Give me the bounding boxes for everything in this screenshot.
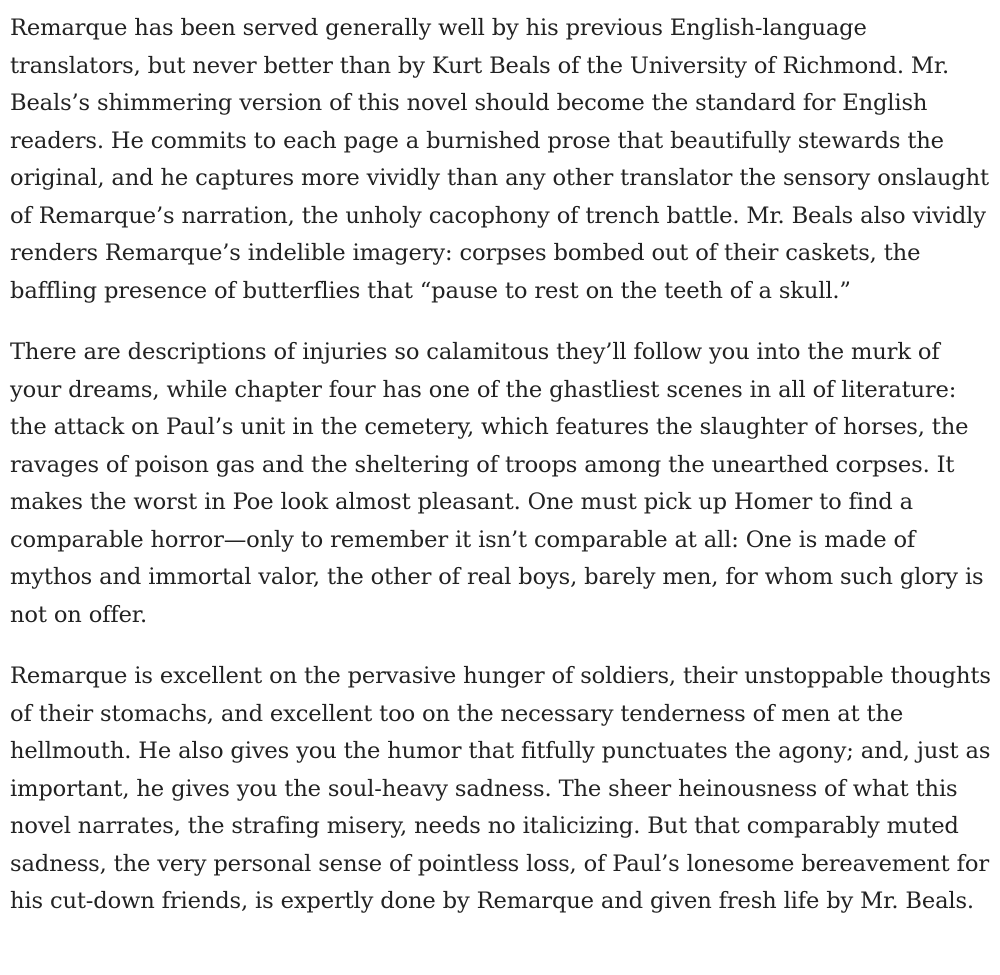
paragraph-horror-descriptions: There are descriptions of injuries so calamitous they’ll follow you into the murk of your dreams, while chapter four has one of the ghastliest scenes in all of literature: the attack on Paul’s unit in the cemetery, which features the slaughter of horses, the ravages of poison gas and the sheltering of troops among the unearthed corpses. It makes the worst in Poe look almost pleasant. One must pick up Homer to find a comparable horror—only to remember it isn’t comparable at all: One is made of mythos and immortal valor, the other of real boys, barely men, for whom such glory is not on offer. (10, 339, 984, 628)
paragraph-translation-praise: Remarque has been served generally well by his previous English-language translators, but never better than by Kurt Beals of the University of Richmond. Mr. Beals’s shimmering version of this novel should become the standard for English readers. He commits to each page a burnished prose that beautifully stewards the original, and he captures more vividly than any other translator the sensory onslaught of Remarque’s narration, the unholy cacophony of trench battle. Mr. Beals also vividly renders Remarque’s indelible imagery: corpses bombed out of their caskets, the baffling presence of butterflies that “pause to rest on the teeth of a skull.” (10, 15, 989, 304)
paragraph-hunger-and-sadness: Remarque is excellent on the pervasive hunger of soldiers, their unstoppable thoughts of their stomachs, and excellent too on the necessary tenderness of men at the hellmouth. He also gives you the humor that fitfully punctuates the agony; and, just as important, he gives you the soul-heavy sadness. The sheer heinousness of what this novel narrates, the strafing misery, needs no italicizing. But that comparably muted sadness, the very personal sense of pointless loss, of Paul’s lonesome bereavement for his cut-down friends, is expertly done by Remarque and given fresh life by Mr. Beals. (10, 663, 991, 914)
